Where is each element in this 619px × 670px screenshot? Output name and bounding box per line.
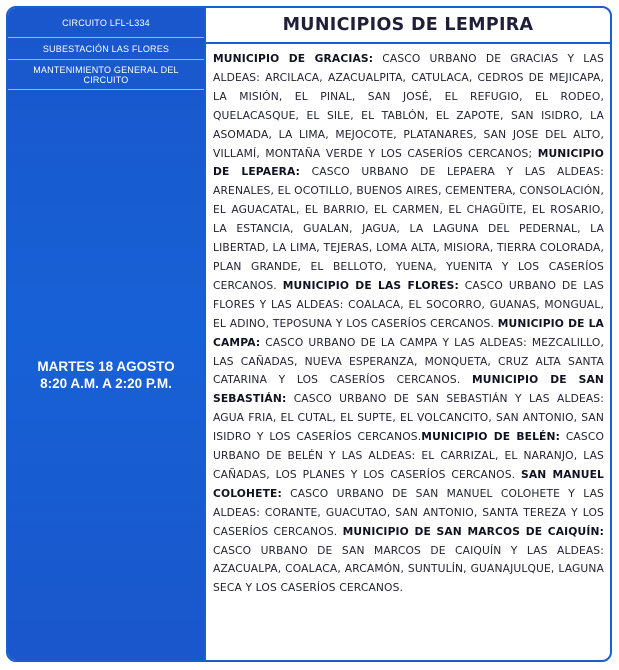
municipality-name: SAN MANUEL COLOHETE: — [213, 467, 604, 500]
municipalities-text — [206, 44, 610, 598]
schedule-time: 8:20 A.M. A 2:20 P.M. — [40, 376, 172, 391]
circuit-label: CIRCUITO LFL-L334 — [8, 8, 204, 38]
municipality-areas: CASCO URBANO DE SAN SEBASTIÁN Y LAS ALDEAS: AGUA FRIA, EL CUTAL, EL SUPTE, EL VOLCANCITO, SAN ANTONIO, SAN ISIDRO Y LOS CASERÍOS CERCANOS. — [213, 392, 604, 444]
municipality-areas: CASCO URBANO DE SAN MARCOS DE CAIQUÍN Y LAS ALDEAS: AZACUALPA, COALACA, ARCAMÓN, SUNTULÍN, GUANAJULQUE, LAGUNA SECA Y LOS CASERÍOS CERCANOS. — [213, 543, 604, 595]
schedule-block — [8, 90, 204, 660]
municipality-areas: CASCO URBANO DE SAN MANUEL COLOHETE Y LAS ALDEAS: CORANTE, GUACUTAO, SAN ANTONIO, SANTA TEREZA Y LOS CASERÍOS CERCANOS. — [213, 486, 604, 538]
municipality-name: MUNICIPIO DE GRACIAS: — [213, 52, 374, 65]
municipality-name: MUNICIPIO DE SAN SEBASTIÁN: — [213, 373, 604, 406]
municipality-name: MUNICIPIO DE LEPAERA: — [213, 146, 604, 179]
municipality-areas: CASCO URBANO DE GRACIAS Y LAS ALDEAS: ARCILACA, AZACUALPITA, CATULACA, CEDROS DE MEJICAPA, LA MISIÓN, EL PINAL, SAN JOSÉ, EL REFUGIO, EL RODEO, QUELACASQUE, EL SILE, EL TABLÓN, EL ZAPOTE, SAN ISIDRO, LA ASOMADA, LA LIMA, MEJOCOTE, PLATANARES, SAN JOSE DEL ALTO, VILLAMÍ, MONTAÑA VERDE Y LOS CASERÍOS CERCANOS; — [213, 52, 604, 160]
municipality-name: MUNICIPIO DE BELÉN: — [421, 430, 561, 444]
municipality-name: MUNICIPIO DE SAN MARCOS DE CAIQUÍN: — [342, 524, 604, 538]
municipality-areas: CASCO URBANO DE LAS FLORES Y LAS ALDEAS: COALACA, EL SOCORRO, GUANAS, MONGUAL, EL ADINO, TEPOSUNA Y LOS CASERÍOS CERCANOS. — [213, 278, 604, 330]
municipality-areas: CASCO URBANO DE LA CAMPA Y LAS ALDEAS: MEZCALILLO, LAS CAÑADAS, NUEVA ESPERANZA, MONQUETA, CRUZ ALTA SANTA CATARINA Y LOS CASERÍOS CERCANOS. — [213, 335, 604, 387]
municipality-areas: CASCO URBANO DE BELÉN Y LAS ALDEAS: EL CARRIZAL, EL NARANJO, LAS CAÑADAS, LOS PLANES Y LOS CASERÍOS CERCANOS. — [213, 430, 605, 481]
maintenance-label: MANTENIMIENTO GENERAL DEL CIRCUITO — [8, 60, 204, 90]
page-title: MUNICIPIOS DE LEMPIRA — [206, 8, 610, 44]
municipality-name: MUNICIPIO DE LA CAMPA: — [213, 316, 604, 349]
municipality-areas: CASCO URBANO DE LEPAERA Y LAS ALDEAS: ARENALES, EL OCOTILLO, BUENOS AIRES, CEMENTERA, CONSOLACIÓN, EL AGUACATAL, EL BARRIO, EL CARMEN, EL CHAGÜITE, EL ROSARIO, LA ESTANCIA, GUALAN, JAGUA, LA LAGUNA DEL PEDERNAL, LA LIBERTAD, LA LIMA, TEJERAS, LOMA ALTA, MISIORA, TIERRA COLORADA, PLAN GRANDE, EL BELLOTO, YUENA, YUENITA Y LOS CASERÍOS CERCANOS. — [213, 165, 604, 292]
schedule-date: MARTES 18 AGOSTO — [37, 359, 175, 374]
schedule-sidebar — [8, 8, 204, 660]
outage-notice-card — [6, 6, 612, 662]
municipality-name: MUNICIPIO DE LAS FLORES: — [282, 278, 459, 292]
municipalities-panel — [204, 8, 610, 660]
substation-label: SUBESTACIÓN LAS FLORES — [8, 38, 204, 60]
